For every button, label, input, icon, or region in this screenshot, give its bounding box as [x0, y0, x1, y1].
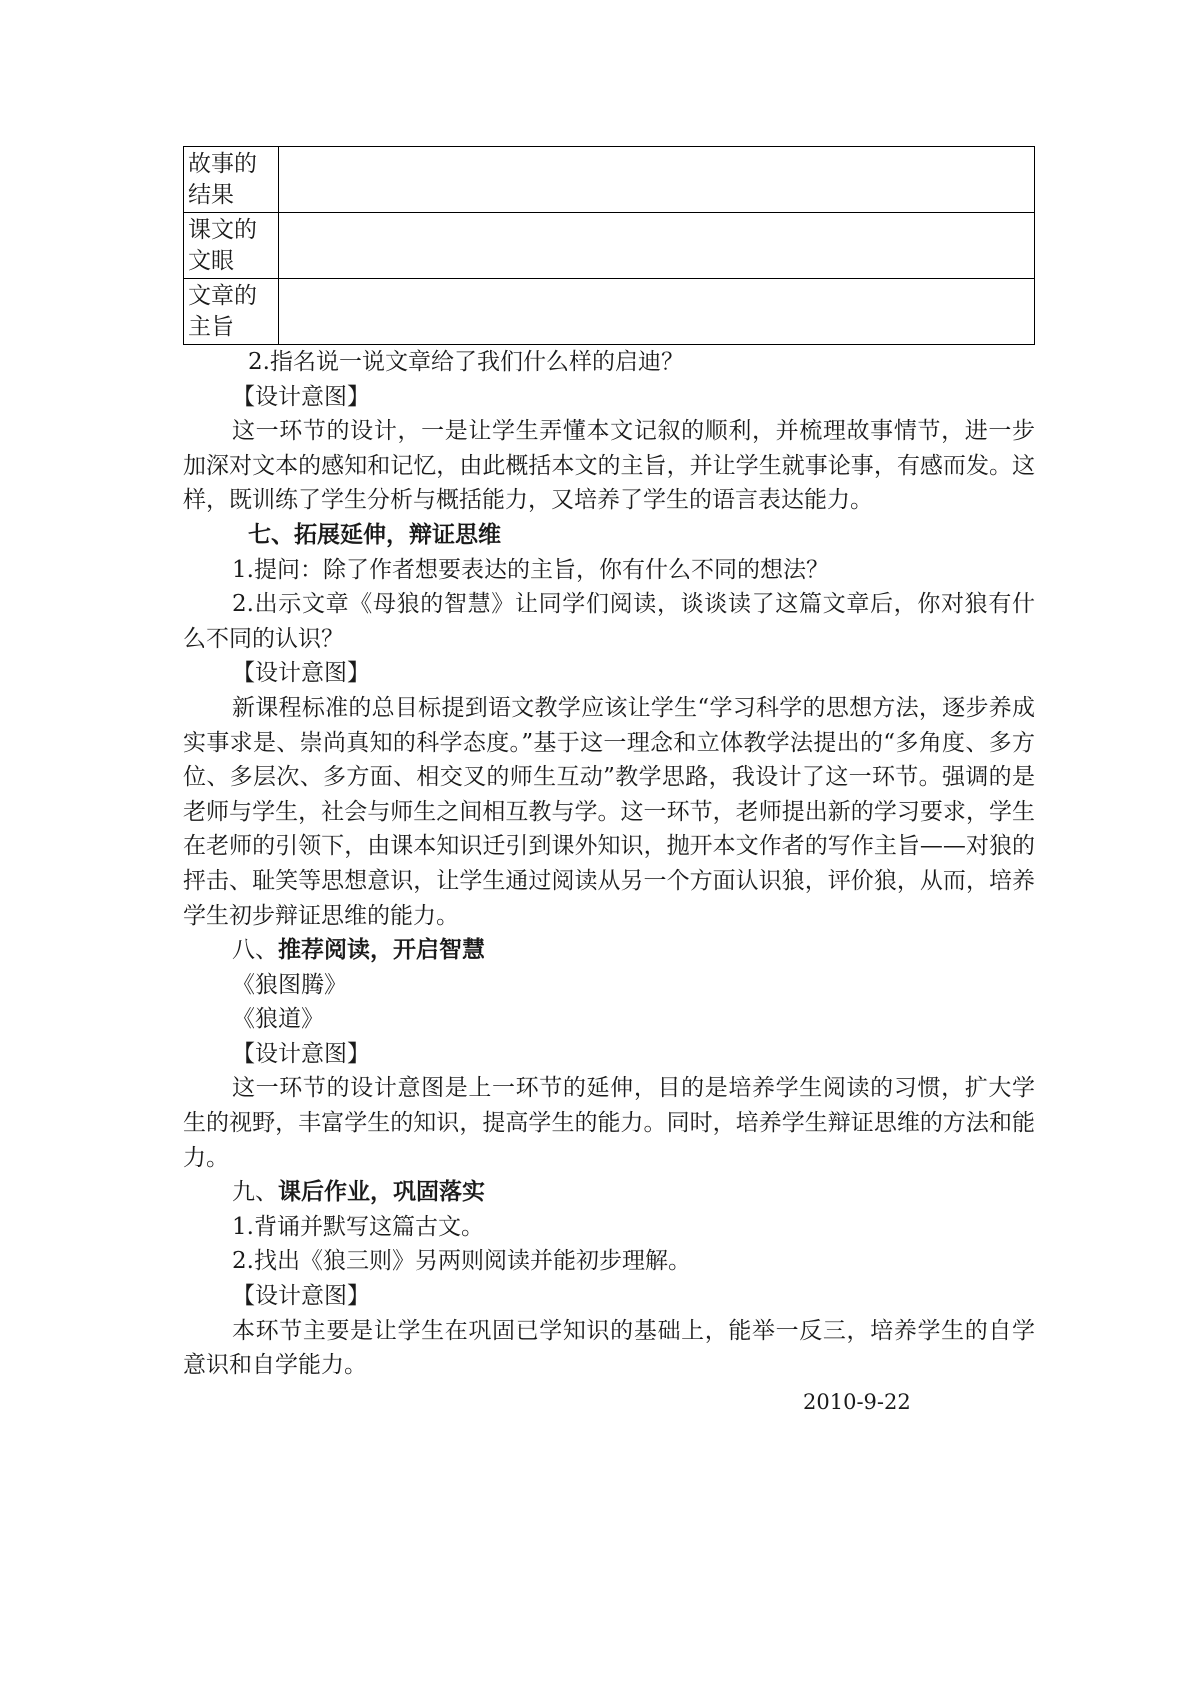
table-content-cell — [279, 213, 1035, 279]
table-label-cell — [184, 279, 279, 345]
section6-item2: 2.指名说一说文章给了我们什么样的启迪？ — [248, 349, 684, 375]
section6-intent-label: 【设计意图】 — [232, 383, 370, 410]
table-label-cell — [184, 213, 279, 279]
section7-item2: 2.出示文章《母狼的智慧》让同学们阅读，谈谈读了这篇文章后，你对狼有什么不同的认识？ — [183, 591, 1035, 652]
section8-intent-label: 【设计意图】 — [232, 1040, 370, 1067]
section7-item1: 1.提问：除了作者想要表达的主旨，你有什么不同的想法？ — [232, 556, 829, 583]
section7-intent-text: 新课程标准的总目标提到语文教学应该让学生“学习科学的思想方法，逐步养成实事求是、崇尚真知的科学态度。”基于这一理念和立体教学法提出的“多角度、多方位、多层次、多方面、相交叉的师生互动”教学思路，我设计了这一环节。强调的是老师与学生，社会与师生之间相互教与学。这一环节，老师提出新的学习要求，学生在老师的引领下，由课本知识迁引到课外知识，抛开本文作者的写作主旨——对狼的抨击、耻笑等思想意识，让学生通过阅读从另一个方面认识狼，评价狼，从而，培养学生初步辩证思维的能力。 — [183, 694, 1035, 929]
document-page — [183, 146, 1035, 1421]
summary-table — [183, 146, 1035, 345]
table-content-cell — [279, 279, 1035, 345]
label-line: 文章的 — [188, 283, 257, 309]
section8-heading-text: 推荐阅读，开启智慧 — [278, 936, 485, 964]
table-label-cell — [184, 147, 279, 213]
label-line: 课文的 — [188, 217, 257, 243]
document-date: 2010-9-22 — [803, 1389, 911, 1414]
table-row — [184, 147, 1035, 213]
section9-intent-label: 【设计意图】 — [232, 1283, 370, 1310]
section8-intent-text: 这一环节的设计意图是上一环节的延伸，目的是培养学生阅读的习惯，扩大学生的视野，丰富学生的知识，提高学生的能力。同时，培养学生辩证思维的方法和能力。 — [183, 1075, 1035, 1171]
table-row — [184, 213, 1035, 279]
label-line: 结果 — [188, 182, 234, 208]
section9-heading-num: 九、 — [232, 1179, 278, 1206]
label-line: 文眼 — [188, 248, 234, 274]
section7-heading: 七、拓展延伸，辩证思维 — [248, 520, 501, 548]
label-line: 故事的 — [188, 151, 257, 177]
section8-book1: 《狼图腾》 — [232, 971, 347, 998]
section8-heading — [183, 933, 1035, 968]
section8-book2: 《狼道》 — [232, 1006, 324, 1033]
section9-item2: 2.找出《狼三则》另两则阅读并能初步理解。 — [232, 1248, 691, 1275]
section7-intent-label: 【设计意图】 — [232, 660, 370, 687]
section6-intent-text: 这一环节的设计，一是让学生弄懂本文记叙的顺利，并梳理故事情节，进一步加深对文本的感知和记忆，由此概括本文的主旨，并让学生就事论事，有感而发。这样，既训练了学生分析与概括能力，又培养了学生的语言表达能力。 — [183, 418, 1035, 514]
section9-heading — [183, 1175, 1035, 1210]
table-row — [184, 279, 1035, 345]
section9-heading-text: 课后作业，巩固落实 — [278, 1178, 485, 1206]
label-line: 主旨 — [188, 314, 234, 340]
section9-item1: 1.背诵并默写这篇古文。 — [232, 1213, 484, 1240]
table-content-cell — [279, 147, 1035, 213]
section9-intent-text: 本环节主要是让学生在巩固已学知识的基础上，能举一反三，培养学生的自学意识和自学能力。 — [183, 1317, 1035, 1379]
section8-heading-num: 八、 — [232, 937, 278, 964]
